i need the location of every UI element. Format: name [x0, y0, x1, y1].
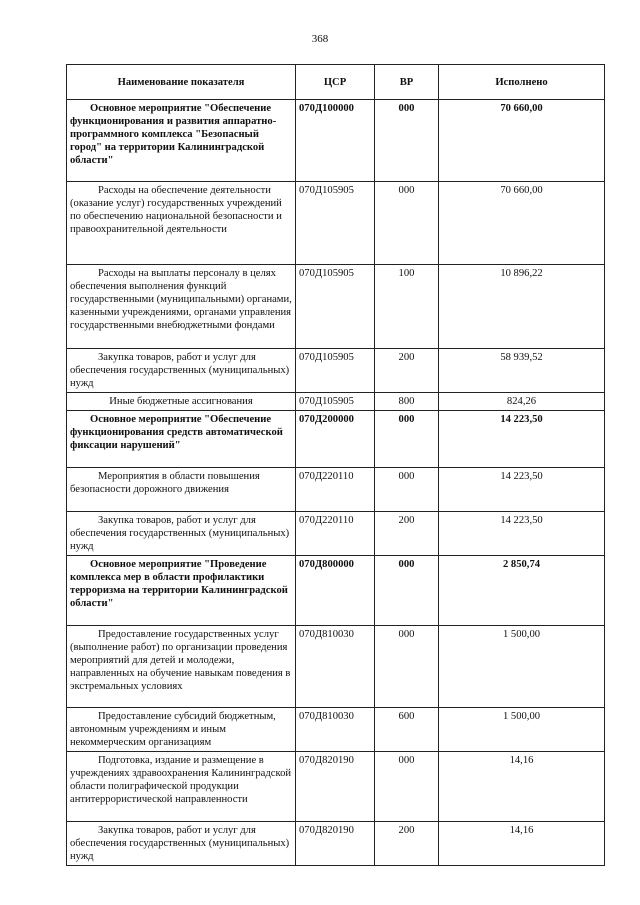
table-row	[67, 265, 605, 349]
table-row	[67, 822, 605, 866]
row-name: Закупка товаров, работ и услуг для обеспечения государственных (муниципальных) нужд	[67, 822, 296, 866]
row-executed: 70 660,00	[439, 182, 605, 265]
row-name: Закупка товаров, работ и услуг для обеспечения государственных (муниципальных) нужд	[67, 349, 296, 393]
row-csr: 070Д220110	[296, 468, 375, 512]
table-row	[67, 411, 605, 468]
budget-execution-table	[66, 64, 605, 866]
row-vr: 800	[375, 393, 439, 411]
table-row	[67, 349, 605, 393]
row-csr: 070Д810030	[296, 708, 375, 752]
row-executed: 14 223,50	[439, 468, 605, 512]
table-row	[67, 393, 605, 411]
table-row	[67, 182, 605, 265]
table-row	[67, 708, 605, 752]
table-row	[67, 100, 605, 182]
row-vr: 000	[375, 752, 439, 822]
row-csr: 070Д820190	[296, 752, 375, 822]
row-name: Предоставление государственных услуг (выполнение работ) по организации проведения мероприятий для детей и молодежи, направленных на обучение навыкам поведения в экстремальных условиях	[67, 626, 296, 708]
row-executed: 1 500,00	[439, 708, 605, 752]
row-csr: 070Д800000	[296, 556, 375, 626]
row-name-text: Основное мероприятие "Обеспечение функционирования и развития аппаратно-программного комплекса "Безопасный город" на территории Калининградской области"	[70, 103, 277, 166]
row-vr: 000	[375, 626, 439, 708]
row-name-text: Расходы на обеспечение деятельности (оказание услуг) государственных учреждений по обеспечению национальной безопасности и правоохранительной деятельности	[70, 185, 282, 235]
row-csr: 070Д220110	[296, 512, 375, 556]
row-vr: 100	[375, 265, 439, 349]
row-csr: 070Д105905	[296, 393, 375, 411]
row-csr: 070Д200000	[296, 411, 375, 468]
row-executed: 2 850,74	[439, 556, 605, 626]
row-name: Иные бюджетные ассигнования	[67, 393, 296, 411]
row-vr: 200	[375, 349, 439, 393]
row-executed: 14 223,50	[439, 512, 605, 556]
row-name: Подготовка, издание и размещение в учреждениях здравоохранения Калининградской области полиграфической продукции антитеррористической направленности	[67, 752, 296, 822]
table-row	[67, 752, 605, 822]
row-name	[67, 100, 296, 182]
table-row	[67, 512, 605, 556]
row-name: Основное мероприятие "Обеспечение функционирования средств автоматической фиксации нарушений"	[67, 411, 296, 468]
row-vr: 000	[375, 411, 439, 468]
row-name: Основное мероприятие "Проведение комплекса мер в области профилактики терроризма на территории Калининградской области"	[67, 556, 296, 626]
row-executed: 14,16	[439, 822, 605, 866]
row-executed: 824,26	[439, 393, 605, 411]
table-row	[67, 626, 605, 708]
row-executed: 58 939,52	[439, 349, 605, 393]
table-row	[67, 556, 605, 626]
table-row	[67, 468, 605, 512]
header-executed: Исполнено	[439, 65, 605, 100]
page-number: 368	[311, 33, 329, 45]
row-csr: 070Д105905	[296, 265, 375, 349]
row-vr: 000	[375, 182, 439, 265]
row-name	[67, 182, 296, 265]
header-name: Наименование показателя	[67, 65, 296, 100]
row-executed: 10 896,22	[439, 265, 605, 349]
row-name: Предоставление субсидий бюджетным, автономным учреждениям и иным некоммерческим организациям	[67, 708, 296, 752]
row-vr: 000	[375, 556, 439, 626]
row-vr: 600	[375, 708, 439, 752]
row-csr: 070Д100000	[296, 100, 375, 182]
row-vr: 200	[375, 822, 439, 866]
row-csr: 070Д820190	[296, 822, 375, 866]
row-csr: 070Д105905	[296, 182, 375, 265]
row-executed: 14 223,50	[439, 411, 605, 468]
row-name: Расходы на выплаты персоналу в целях обеспечения выполнения функций государственными (муниципальными) органами, казенными учреждениями, органами управления государственными внебюджетными фондами	[67, 265, 296, 349]
row-vr: 200	[375, 512, 439, 556]
row-vr: 000	[375, 100, 439, 182]
row-name: Закупка товаров, работ и услуг для обеспечения государственных (муниципальных) нужд	[67, 512, 296, 556]
header-vr: ВР	[375, 65, 439, 100]
row-vr: 000	[375, 468, 439, 512]
header-csr: ЦСР	[296, 65, 375, 100]
row-name: Мероприятия в области повышения безопасности дорожного движения	[67, 468, 296, 512]
table-header-row	[67, 65, 605, 100]
row-csr: 070Д105905	[296, 349, 375, 393]
row-executed: 14,16	[439, 752, 605, 822]
row-csr: 070Д810030	[296, 626, 375, 708]
row-executed: 1 500,00	[439, 626, 605, 708]
row-executed: 70 660,00	[439, 100, 605, 182]
